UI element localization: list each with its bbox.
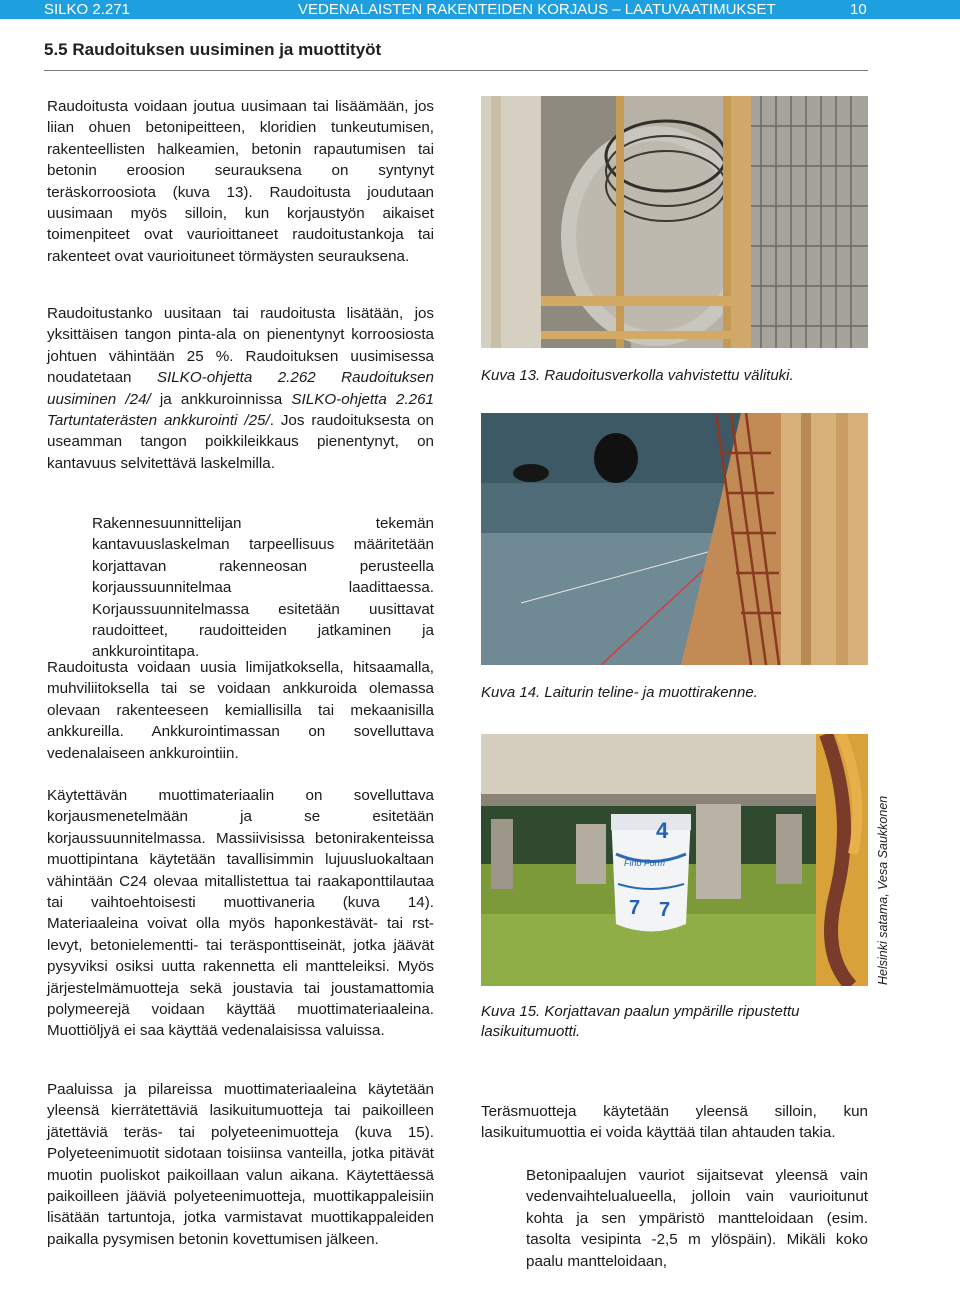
paragraph-bar-replacement-c: . Jos raudoituksesta on useamman tangon poikkileikkaus pienentynyt, on kantavuus selvitettävä laskelmilla. [47,412,434,472]
paragraph-bar-replacement [47,303,434,474]
paragraph-renewal-methods: Raudoitusta voidaan uusia limijatkoksella, hitsaamalla, muhviliitoksella tai se voidaan ankkuroida olemassa olevaan rakenteeseen kemiallisilla tai mekaanisilla ankkureilla. Ankkurointimassan on sovelluttava vedenalaiseen ankkurointiin. [47,659,434,762]
photo-kuva-13 [481,96,868,348]
photo-kuva-15 [481,734,868,986]
paragraph-steel-formwork: Teräsmuotteja käytetään yleensä silloin, kun lasikuitumuottia ei voida käyttää tilan ahtauden takia. [481,1103,868,1142]
photo15-number-7b: 7 [659,899,671,921]
caption-kuva-13: Kuva 13. Raudoitusverkolla vahvistettu välituki. [481,367,794,384]
photo-credit: Helsinki satama, Vesa Saukkonen [876,795,890,985]
paragraph-concrete-pile-damage: Betonipaalujen vauriot sijaitsevat yleensä vain vedenvaihtelualueella, jolloin vain vaurioitunut kohta ja sen ympäristö mantteloidaan (esim. tasolta vesipinta -2,5 m ylöspäin). Mikäli koko paalu mantteloidaan, [526,1167,868,1270]
reference-silko-2262: SILKO-ohjetta 2.262 Raudoituksen uusiminen /24/ [47,369,435,408]
paragraph-reinforcement-renewal: Raudoitusta voidaan joutua uusimaan tai lisäämään, jos liian ohuen betonipeitteen, kloridien tunkeutumisen, rakenteellisten halkeamien, betonin rapautumisen tai betonin eroosion seurauksena on syntynyt teräskorroosiota (kuva 13). Raudoitusta joudutaan uusimaan myös silloin, kun korjaustyön aikaiset toimenpiteet ovat vaurioittaneet raudoitustankoja tai rakenteet ovat vaurioituneet törmäysten seurauksena. [47,98,434,265]
paragraph-structural-designer: Rakennesuunnittelijan tekemän kantavuuslaskelman tarpeellisuus määritetään korjattavan rakenneosan perusteella korjaussuunnitelmaa laadittaessa. Korjaussuunnitelmassa esitetään uusittavat raudoitteet, raudoitteiden jatkaminen ja ankkurointitapa. [92,515,434,661]
caption-kuva-14: Kuva 14. Laiturin teline- ja muottirakenne. [481,684,758,701]
photo-kuva-13-image [481,96,868,348]
photo15-number-7a: 7 [629,897,641,919]
paragraph-bar-replacement-b: ja ankkuroinnissa [150,390,292,408]
paragraph-bar-replacement-a: Raudoitustanko uusitaan tai raudoitusta lisätään, jos yksittäisen tangon pinta-ala on pienentynyt korroosiosta johtuen vähintään 25 %. Raudoituksen uusimisessa noudatetaan [47,305,434,387]
reference-silko-2261: SILKO-ohjetta 2.261 Tartuntaterästen ankkurointi /25/ [47,390,435,430]
header-title: VEDENALAISTEN RAKENTEIDEN KORJAUS – LAATUVAATIMUKSET [298,1,776,18]
photo15-number-4: 4 [656,818,669,843]
caption-kuva-15: Kuva 15. Korjattavan paalun ympärille ripustettu lasikuitumuotti. [481,1003,800,1040]
page-number: 10 [850,1,867,18]
page-header [0,0,960,19]
photo-kuva-14-image [481,413,868,665]
section-title: 5.5 Raudoituksen uusiminen ja muottityöt [44,40,382,59]
title-rule [44,70,868,71]
photo-kuva-15-image [481,734,868,986]
photo-kuva-14 [481,413,868,665]
paragraph-pile-formwork: Paaluissa ja pilareissa muottimateriaaleina käytetään yleensä kierrätettäviä lasikuitumuotteja tai paikoilleen jätettäviä teräs- tai polyeteenimuotteja (kuva 15). Polyeteenimuotit sidotaan toisiinsa vanteilla, jotka pitävät muotin puoliskot paikoillaan valun aikana. Käytettäessä paikoilleen jääviä polyeteenimuotteja, muottikappaleisiin lisätään tartuntoja, jotka varmistavat muottikappaleiden paikalla pysymisen betonin kovettumisen jälkeen. [47,1081,434,1248]
header-section: SILKO 2.271 [44,1,130,18]
paragraph-formwork-material: Käytettävän muottimateriaalin on sovelluttava korjausmenetelmään ja se esitetään korjaussuunnitelmassa. Massiivisissa betonirakenteissa muottipintana käytetään tavallisimmin lujuusluokaltaan vähintään C24 olevaa mitallistettua tai raakaponttilautaa tai vaihtoehtoisesti muottivaneria (kuva 14). Materiaaleina voivat olla myös haponkestävät- tai rst-levyt, betonielementti- tai teräsponttiseinät, jotka jäävät pysyviksi osiksi uutta rakennetta eli mantteleiksi. Myös järjestelmämuotteja sekä joustavia tai joustamattomia polymeerejä voidaan käyttää muottimateriaaleina. Muottiöljyä ei saa käyttää vedenalaisissa valuissa. [47,787,434,1040]
photo15-brand: Fino Form [624,858,666,868]
